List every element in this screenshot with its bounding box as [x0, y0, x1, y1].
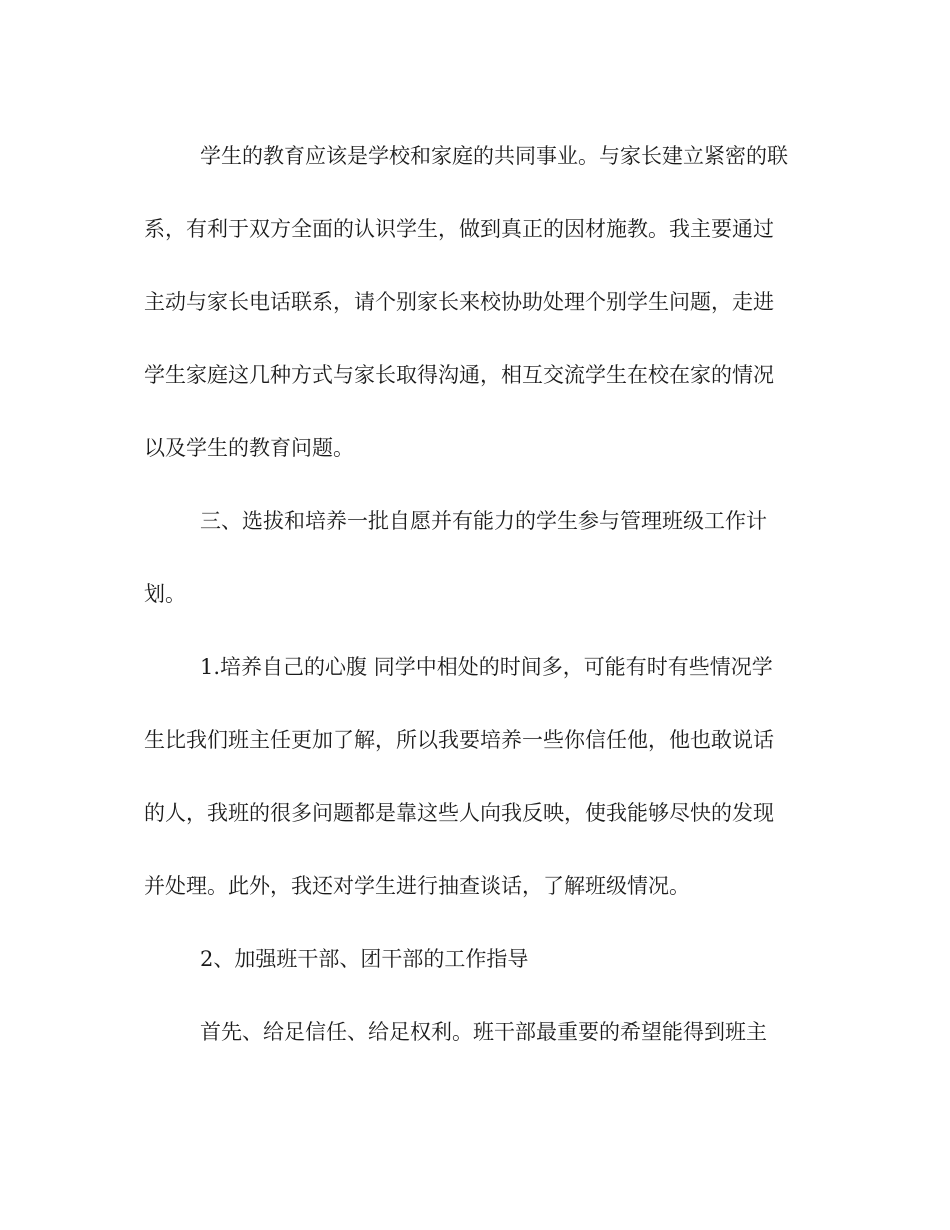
paragraph-line: 的人，我班的很多问题都是靠这些人向我反映，使我能够尽快的发现: [144, 801, 774, 825]
paragraph-line: 系，有利于双方全面的认识学生，做到真正的因材施教。我主要通过: [144, 217, 774, 241]
subheading-line: 2、加强班干部、团干部的工作指导: [200, 947, 529, 971]
paragraph-line: 学生的教育应该是学校和家庭的共同事业。与家长建立紧密的联: [200, 144, 788, 168]
paragraph-line: 1.培养自己的心腹 同学中相处的时间多，可能有时有些情况学: [200, 655, 773, 679]
paragraph-line: 主动与家长电话联系，请个别家长来校协助处理个别学生问题，走进: [144, 290, 774, 314]
paragraph-line: 首先、给足信任、给足权利。班干部最重要的希望能得到班主: [200, 1020, 767, 1044]
paragraph-line: 并处理。此外，我还对学生进行抽查谈话，了解班级情况。: [144, 874, 690, 898]
paragraph-line: 以及学生的教育问题。: [144, 436, 354, 460]
section-heading-line: 划。: [144, 582, 186, 606]
paragraph-line: 生比我们班主任更加了解，所以我要培养一些你信任他，他也敢说话: [144, 728, 774, 752]
section-heading-line: 三、选拔和培养一批自愿并有能力的学生参与管理班级工作计: [200, 509, 767, 533]
paragraph-line: 学生家庭这几种方式与家长取得沟通，相互交流学生在校在家的情况: [144, 363, 774, 387]
